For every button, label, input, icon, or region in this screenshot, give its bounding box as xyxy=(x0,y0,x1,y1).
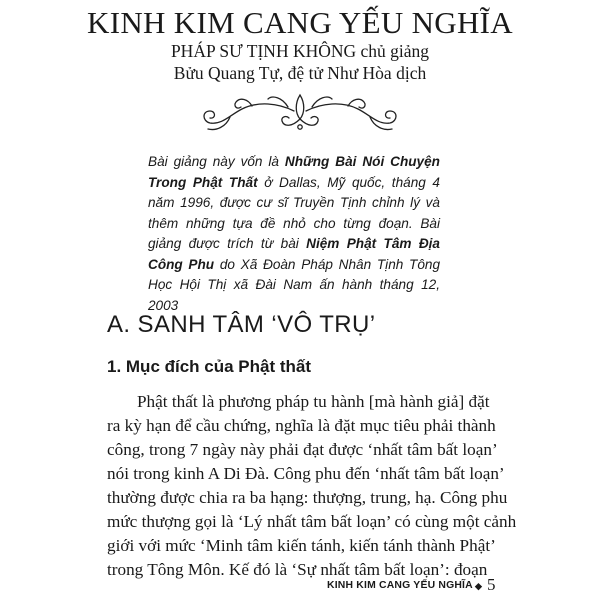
page-number: 5 xyxy=(487,575,496,594)
page-footer xyxy=(327,577,497,595)
body-line: giới với mức ‘Minh tâm kiến tánh, kiến tánh thành Phật’ xyxy=(107,536,496,555)
intro-bold-title: Những Bài Nói Chuyện Trong Phật Thất xyxy=(148,154,440,190)
intro-bold-source: Niệm Phật Tâm Địa Công Phu xyxy=(148,236,440,272)
body-line: Phật thất là phương pháp tu hành [mà hành giả] đặt xyxy=(137,392,490,411)
body-line: trong Tông Môn. Kế đó là ‘Sự nhất tâm bất loạn’: đoạn xyxy=(107,560,488,579)
page-title: KINH KIM CANG YẾU NGHĨA xyxy=(87,5,513,40)
body-line: ra kỳ hạn để cầu chứng, nghĩa là đặt mục tiêu phải thành xyxy=(107,416,496,435)
section-heading: A. SANH TÂM ‘VÔ TRỤ’ xyxy=(107,311,376,338)
subsection-heading: 1. Mục đích của Phật thất xyxy=(107,357,312,376)
running-title: KINH KIM CANG YẾU NGHĨA xyxy=(327,580,473,591)
body-line: nói trong kinh A Di Đà. Công phu đến ‘nhất tâm bất loạn’ xyxy=(107,464,505,483)
flourish-ornament-icon xyxy=(192,87,408,137)
diamond-icon: ◆ xyxy=(475,581,483,591)
body-line: mức thượng gọi là ‘Lý nhất tâm bất loạn’ có cùng một cảnh xyxy=(107,512,517,531)
intro-note: Bài giảng này vốn là Những Bài Nói Chuyện Trong Phật Thất ở Dallas, Mỹ quốc, tháng 4 năm 1996, được cư sĩ Truyền Tịnh chỉnh lý và thêm những tựa đề nhỏ cho từng đoạn. Bài giảng được trích từ bài Niệm Phật Tâm Địa Công Phu do Xã Đoàn Pháp Nhân Tịnh Tông Học Hội Thị xã Đài Nam ấn hành tháng 12, 2003 xyxy=(148,154,441,313)
body-line: thường được chia ra ba hạng: thượng, trung, hạ. Công phu xyxy=(107,488,508,507)
author-line: PHÁP SƯ TỊNH KHÔNG chủ giảng xyxy=(170,41,430,61)
body-line: công, trong 7 ngày này phải đạt được ‘nhất tâm bất loạn’ xyxy=(107,440,498,459)
translator-line: Bửu Quang Tự, đệ tử Như Hòa dịch xyxy=(173,63,427,83)
